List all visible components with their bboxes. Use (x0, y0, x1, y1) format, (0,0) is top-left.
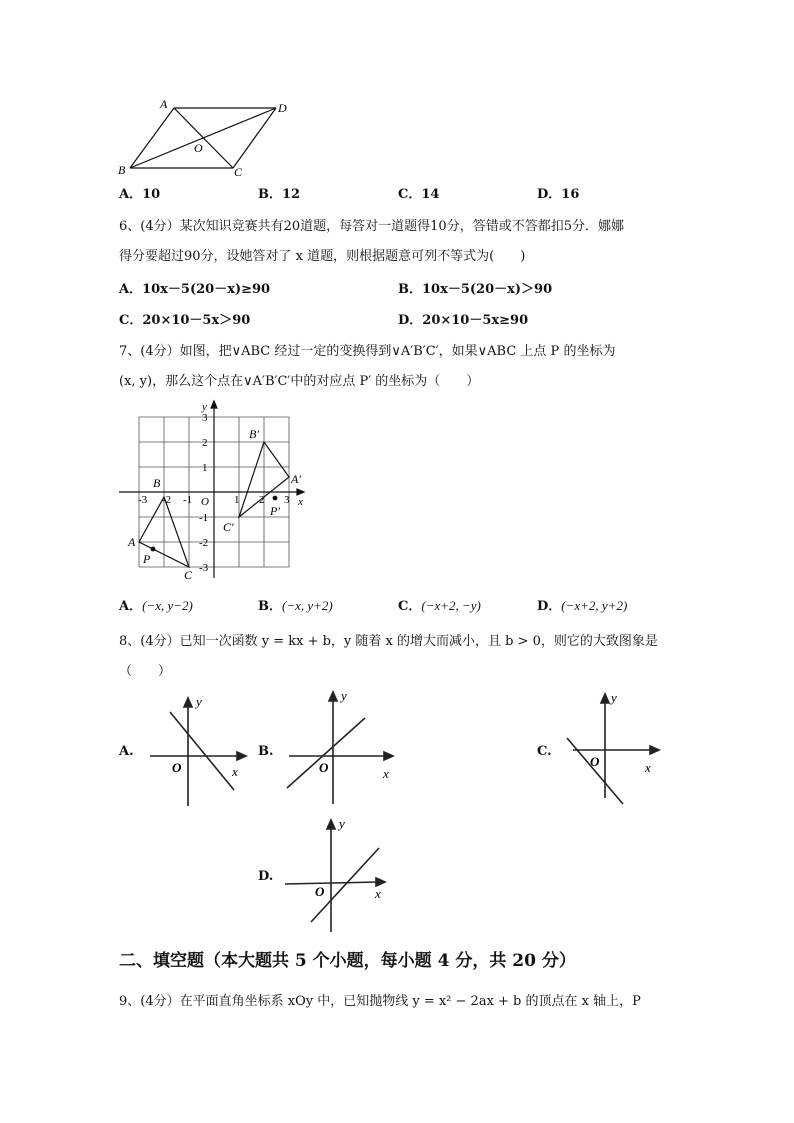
y-tick: -3 (199, 562, 209, 574)
q5-option-c: C．14 (398, 187, 440, 202)
q6-option-c: C．20×10－5x＞90 (119, 313, 251, 328)
graph-y-label: y (611, 690, 617, 705)
label-C-prime: C′ (223, 520, 234, 534)
origin-label: O (201, 496, 209, 508)
graph-x-label: x (645, 760, 651, 775)
x-tick: -1 (183, 494, 193, 506)
point-P2 (273, 496, 278, 501)
q8-graph-c (561, 686, 671, 808)
graph-origin-label: O (590, 754, 600, 769)
q9-stem-line1: 9、(4分）在平面直角坐标系 xOy 中，已知抛物线 y = x² − 2ax + b 的顶点在 x 轴上，P (119, 994, 641, 1009)
q7-option-c: C．(−x+2, −y) (398, 598, 481, 614)
q8-graph-d (283, 812, 395, 934)
y-tick: 2 (202, 437, 208, 449)
q8-option-b-label: B. (258, 744, 274, 759)
graph-origin-label: O (319, 760, 329, 775)
graph-origin-label: O (315, 884, 325, 899)
q6-option-b: B．10x－5(20－x)＞90 (398, 282, 553, 297)
label-C: C (184, 568, 193, 582)
label-A: A (128, 535, 136, 549)
label-C: C (234, 165, 243, 179)
q7-option-a: A．(−x, y−2) (119, 598, 193, 614)
label-A: A (160, 97, 168, 111)
q8-graph-a (146, 690, 256, 808)
y-tick: 1 (202, 462, 208, 474)
q8-option-d-label: D. (258, 869, 274, 884)
graph-y-label: y (196, 694, 202, 709)
point-P (151, 547, 156, 552)
graph-x-label: x (232, 764, 238, 779)
parallelogram-figure (110, 96, 300, 180)
label-P-prime: P′ (270, 504, 280, 518)
q5-option-b: B．12 (258, 187, 301, 202)
x-axis-arrow (297, 489, 304, 495)
q6-option-d: D．20×10－5x≥90 (398, 313, 529, 328)
q6-stem-line2: 得分要超过90分，设她答对了 x 道题，则根据题意可列不等式为( ) (119, 249, 526, 264)
q5-option-a: A．10 (119, 187, 161, 202)
q7-option-d: D．(−x+2, y+2) (537, 598, 628, 614)
label-D: D (278, 101, 287, 115)
x-tick: 2 (259, 494, 265, 506)
label-O: O (194, 141, 203, 155)
x-tick: -3 (138, 494, 148, 506)
label-B: B (118, 163, 126, 177)
q8-stem-line2: （ ） (119, 664, 172, 679)
q7-stem-line2: (x, y)，那么这个点在∨A′B′C′中的对应点 P′ 的坐标为（ ） (119, 374, 480, 389)
axis-x-label: x (298, 496, 303, 508)
q8-graph-b (283, 686, 403, 806)
graph-y-label: y (339, 816, 345, 831)
graph-x-label: x (375, 886, 381, 901)
q8-stem-line1: 8、(4分）已知一次函数 y = kx + b，y 随着 x 的增大而减小，且 b > 0，则它的大致图象是 (119, 634, 658, 649)
graph-origin-label: O (172, 760, 182, 775)
section-heading-fill-in: 二、填空题（本大题共 5 个小题，每小题 4 分，共 20 分） (119, 951, 576, 971)
graph-y-label: y (341, 688, 347, 703)
axis-y-label: y (202, 401, 207, 413)
label-P: P (143, 552, 151, 566)
y-tick: -1 (199, 512, 209, 524)
x-tick: -2 (162, 494, 172, 506)
graph-x-label: x (383, 766, 389, 781)
q8-option-a-label: A. (119, 744, 134, 759)
y-tick: -2 (199, 537, 209, 549)
y-axis-arrow (211, 401, 217, 408)
label-B-prime: B′ (249, 427, 259, 441)
x-tick: 3 (284, 494, 290, 506)
q7-stem-line1: 7、(4分）如图，把∨ABC 经过一定的变换得到∨A′B′C′，如果∨ABC 上点 P 的坐标为 (119, 344, 616, 359)
q7-option-b: B．(−x, y+2) (258, 598, 333, 614)
y-tick: 3 (202, 412, 208, 424)
q5-option-d: D．16 (537, 187, 580, 202)
label-B: B (153, 476, 161, 490)
label-A-prime: A′ (291, 472, 301, 486)
x-tick: 1 (234, 494, 240, 506)
q8-option-c-label: C. (537, 744, 552, 759)
coordinate-grid-figure (114, 398, 314, 583)
q6-option-a: A．10x－5(20－x)≥90 (119, 282, 271, 297)
q6-stem-line1: 6、(4分）某次知识竞赛共有20道题，每答对一道题得10分，答错或不答都扣5分．娜娜 (119, 219, 624, 234)
